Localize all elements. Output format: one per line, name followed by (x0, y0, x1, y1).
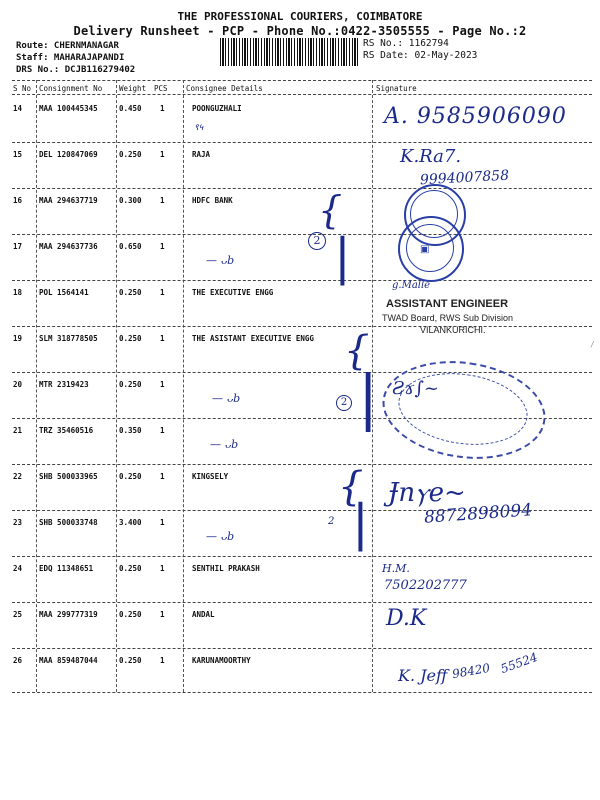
col-consignee: Consignee Details (186, 84, 263, 93)
signature-15-phone: 9994007858 (419, 167, 510, 189)
row-pcs: 1 (160, 472, 165, 481)
row-consignment: MAA 299777319 (39, 610, 98, 619)
handwritten-dash: — ᴗb (212, 392, 241, 405)
row-pcs: 1 (160, 564, 165, 573)
row-divider (12, 464, 592, 465)
runsheet-subtitle: Delivery Runsheet - PCP - Phone No.:0422-3505555 - Page No.:2 (73, 24, 527, 38)
column-divider (116, 80, 117, 692)
row-consignee: ANDAL (192, 610, 215, 619)
row-weight: 0.250 (119, 380, 142, 389)
signature-26-phone-a: 98420 (451, 660, 492, 682)
row-consignee: THE EXECUTIVE ENGG (192, 288, 274, 297)
row-consignment: POL 1564141 (39, 288, 89, 297)
signature-26-phone-b: 55524 (498, 649, 540, 677)
brace-mark: { (344, 328, 370, 374)
stamp-assistant-engineer: ASSISTANT ENGINEER (386, 298, 509, 310)
brace-mark: { (318, 188, 343, 232)
handwritten-dash: — ᴗb (206, 530, 235, 543)
row-consignment: TRZ 35460516 (39, 426, 94, 435)
row-divider (12, 556, 592, 557)
row-sno: 25 (13, 610, 23, 619)
row-consignee: RAJA (192, 150, 211, 159)
row-weight: 0.300 (119, 196, 142, 205)
row-weight: 0.250 (119, 150, 142, 159)
row-consignment: MTR 2319423 (39, 380, 89, 389)
row-pcs: 1 (160, 426, 165, 435)
row-consignment: DEL 120847069 (39, 150, 98, 159)
row-sno: 24 (13, 564, 23, 573)
bracket-mark: | (358, 363, 379, 433)
circled-count: 2 (308, 232, 326, 250)
row-sno: 23 (13, 518, 23, 527)
row-consignment: MAA 859487044 (39, 656, 98, 665)
row-pcs: 1 (160, 656, 165, 665)
row-sno: 19 (13, 334, 23, 343)
row-consignment: SHB 500033748 (39, 518, 98, 527)
row-pcs: 1 (160, 104, 165, 113)
bracket-mark: | (352, 494, 369, 552)
row-sno: 21 (13, 426, 23, 435)
row-sno: 14 (13, 104, 23, 113)
handwritten-dash: — ᴗb (210, 438, 239, 451)
row-pcs: 1 (160, 196, 165, 205)
company-title: THE PROFESSIONAL COURIERS, COIMBATORE (177, 10, 423, 23)
row-consignment: MAA 294637719 (39, 196, 98, 205)
circled-count: 2 (336, 395, 352, 411)
row-consignee: HDFC BANK (192, 196, 233, 205)
row-divider (12, 142, 592, 143)
signature-24-phone: 7502202777 (384, 578, 467, 593)
signature-25: D.K (386, 606, 427, 631)
row-divider (12, 602, 592, 603)
drs-number: DRS No.: DCJB116279402 (16, 65, 136, 75)
row-weight: 0.250 (119, 288, 142, 297)
signature-18: g.Malle (392, 280, 431, 291)
handwritten-initial: ९५ (194, 123, 204, 133)
handwritten-dash: — ᴗb (206, 254, 235, 267)
row-pcs: 1 (160, 380, 165, 389)
row-consignee: KARUNAMOORTHY (192, 656, 251, 665)
row-sno: 16 (13, 196, 23, 205)
route-label: Route: CHERNMANAGAR (16, 41, 119, 51)
column-divider (36, 80, 37, 692)
row-weight: 0.250 (119, 472, 142, 481)
row-sno: 22 (13, 472, 23, 481)
signature-22: Ɉnⲩe~ (388, 478, 466, 508)
signature-15-name: K.Ra7. (400, 146, 462, 167)
signature-24-name: H.M. (382, 562, 410, 575)
row-divider (12, 280, 592, 281)
row-consignment: EDQ 11348651 (39, 564, 94, 573)
col-sno: S No (13, 84, 32, 93)
row-pcs: 1 (160, 150, 165, 159)
row-divider (12, 648, 592, 649)
row-divider (12, 234, 592, 235)
stamp-vilankurichi: VILANKURICHI. (420, 325, 486, 335)
col-pcs: PCS (154, 84, 168, 93)
col-consignment: Consignment No (39, 84, 103, 93)
table-top-border (12, 80, 592, 81)
rs-date: RS Date: 02-May-2023 (363, 50, 478, 61)
count-mark: 2 (328, 516, 335, 527)
row-sno: 26 (13, 656, 23, 665)
row-consignment: MAA 294637736 (39, 242, 98, 251)
bracket-mark: | (334, 228, 351, 286)
row-weight: 0.250 (119, 610, 142, 619)
row-consignee: KINGSELY (192, 472, 229, 481)
row-divider (12, 692, 592, 693)
row-sno: 18 (13, 288, 23, 297)
signature-14: A. 9585906090 (384, 104, 567, 129)
row-consignment: MAA 100445345 (39, 104, 98, 113)
row-consignee: THE ASISTANT EXECUTIVE ENGG (192, 334, 314, 343)
row-weight: 3.400 (119, 518, 142, 527)
barcode (220, 38, 358, 66)
signature-23-phone: 8872898094 (423, 500, 533, 528)
row-consignment: SLM 318778505 (39, 334, 98, 343)
row-divider (12, 326, 592, 327)
signature-26-name: K. Jeff (398, 666, 448, 685)
col-weight: Weight (119, 84, 147, 93)
row-pcs: 1 (160, 242, 165, 251)
margin-mark: / (590, 340, 595, 349)
row-weight: 0.350 (119, 426, 142, 435)
row-weight: 0.250 (119, 656, 142, 665)
row-sno: 15 (13, 150, 23, 159)
row-pcs: 1 (160, 334, 165, 343)
bank-logo-icon: ▣ (420, 244, 430, 255)
rs-number: RS No.: 1162794 (363, 38, 449, 49)
seal-signature: Ƨɤ∫~ (392, 378, 439, 399)
row-consignment: SHB 500033965 (39, 472, 98, 481)
row-sno: 20 (13, 380, 23, 389)
row-pcs: 1 (160, 610, 165, 619)
staff-label: Staff: MAHARAJAPANDI (16, 53, 125, 63)
col-signature: Signature (376, 84, 417, 93)
stamp-twad-board: TWAD Board, RWS Sub Division (382, 313, 514, 323)
hdfc-stamp-inner (406, 224, 454, 272)
row-divider (12, 188, 592, 189)
row-pcs: 1 (160, 518, 165, 527)
row-pcs: 1 (160, 288, 165, 297)
table-header-border (12, 94, 592, 95)
column-divider (183, 80, 184, 692)
row-weight: 0.250 (119, 564, 142, 573)
row-weight: 0.250 (119, 334, 142, 343)
row-weight: 0.450 (119, 104, 142, 113)
row-consignee: SENTHIL PRAKASH (192, 564, 260, 573)
row-sno: 17 (13, 242, 23, 251)
row-consignee: POONGUZHALI (192, 104, 242, 113)
row-weight: 0.650 (119, 242, 142, 251)
brace-mark: { (338, 464, 364, 510)
